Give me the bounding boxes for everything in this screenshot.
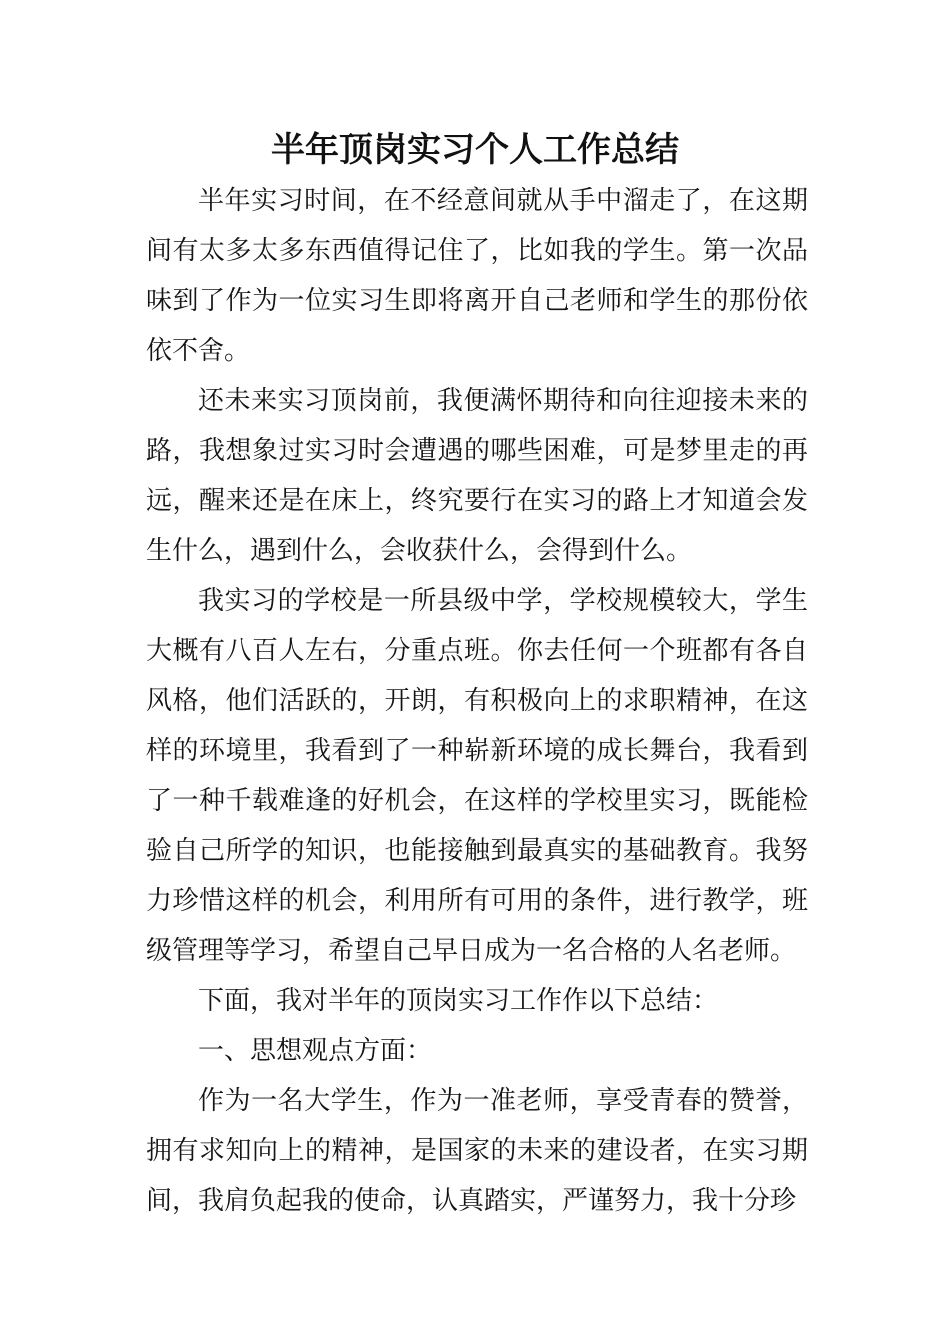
paragraph-thought: 作为一名大学生，作为一准老师，享受青春的赞誉，拥有求知向上的精神，是国家的未来的建设者，在实习期间，我肩负起我的使命，认真踏实，严谨努力，我十分珍 xyxy=(146,1086,808,1216)
document-title: 半年顶岗实习个人工作总结 xyxy=(271,130,679,170)
paragraph-intro: 半年实习时间，在不经意间就从手中溜走了，在这期间有太多太多东西值得记住了，比如我的学生。第一次品味到了作为一位实习生即将离开自己老师和学生的那份依依不舍。 xyxy=(146,186,808,366)
document-body xyxy=(146,176,808,1226)
paragraph-expectation: 还未来实习顶岗前，我便满怀期待和向往迎接未来的路，我想象过实习时会遭遇的哪些困难，可是梦里走的再远，醒来还是在床上，终究要行在实习的路上才知道会发生什么，遇到什么，会收获什么，会得到什么。 xyxy=(146,386,808,566)
section-heading-thought: 一、思想观点方面： xyxy=(198,1036,433,1066)
paragraph-school: 我实习的学校是一所县级中学，学校规模较大，学生大概有八百人左右，分重点班。你去任何一个班都有各自风格，他们活跃的，开朗，有积极向上的求职精神，在这样的环境里，我看到了一种崭新环境的成长舞台，我看到了一种千载难逢的好机会，在这样的学校里实习，既能检验自己所学的知识，也能接触到最真实的基础教育。我努力珍惜这样的机会，利用所有可用的条件，进行教学，班级管理等学习，希望自己早日成为一名合格的人名老师。 xyxy=(146,586,808,966)
paragraph-summary-intro: 下面，我对半年的顶岗实习工作作以下总结： xyxy=(198,986,719,1016)
